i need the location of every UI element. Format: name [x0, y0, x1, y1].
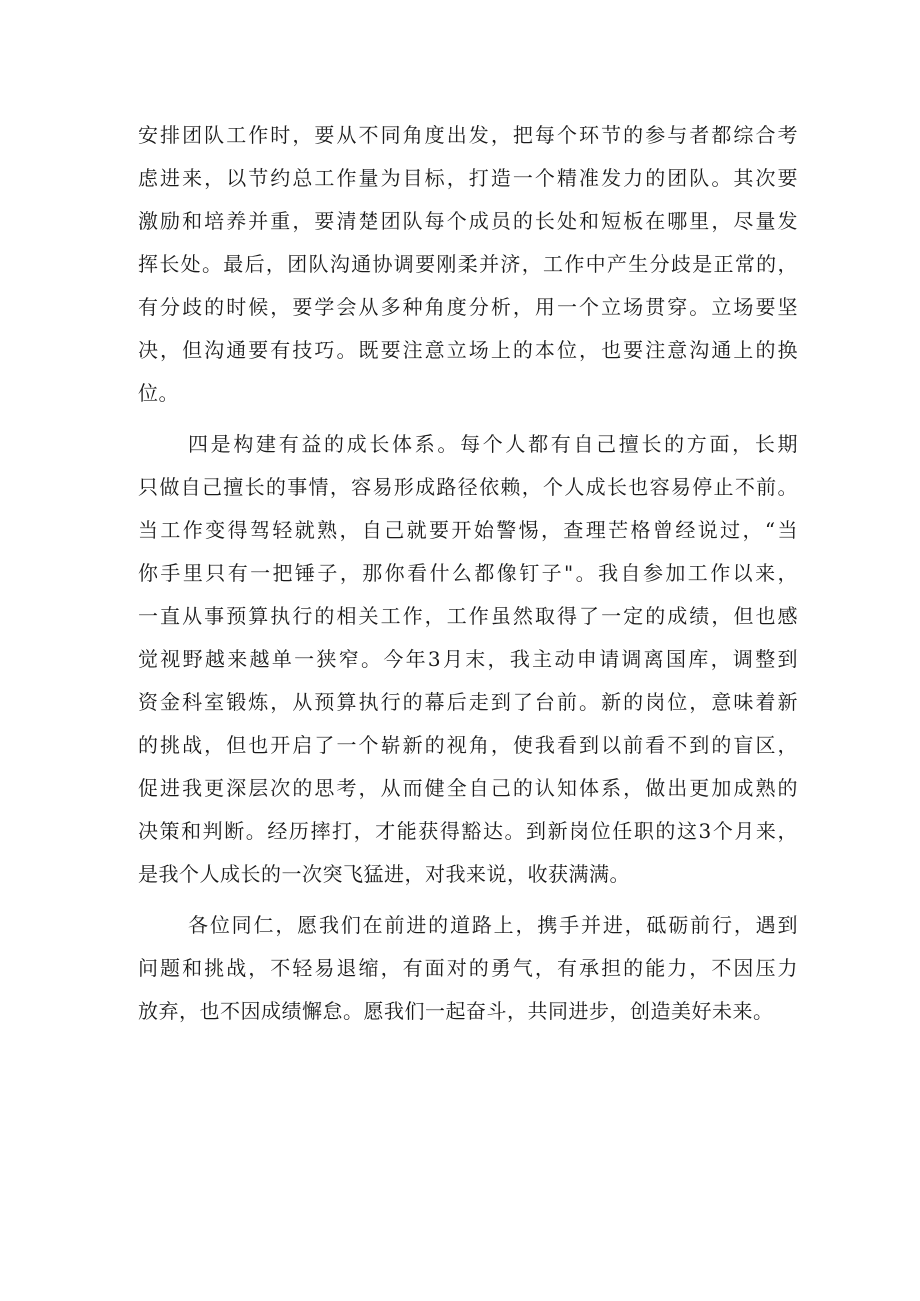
text-line: 促进我更深层次的思考，从而健全自己的认知体系，做出更加成熟的: [138, 776, 798, 800]
text-line: 放弃，也不因成绩懈怠。愿我们一起奋斗，共同进步，创造美好未来。: [138, 999, 774, 1023]
text-line: 只做自己擅长的事情，容易形成路径依赖，个人成长也容易停止不前。: [138, 475, 798, 499]
text-line: 激励和培养并重，要清楚团队每个成员的长处和短板在哪里，尽量发: [138, 209, 798, 233]
text-line: 虑进来，以节约总工作量为目标，打造一个精准发力的团队。其次要: [138, 166, 798, 190]
text-line: 位。: [138, 381, 179, 405]
text-line: 一直从事预算执行的相关工作，工作虽然取得了一定的成绩，但也感: [138, 604, 798, 628]
text-line: 资金科室锻炼，从预算执行的幕后走到了台前。新的岗位，意味着新: [138, 690, 798, 714]
text-line: 决，但沟通要有技巧。既要注意立场上的本位，也要注意沟通上的换: [138, 338, 798, 362]
paragraph-spacer: [138, 415, 798, 423]
paragraph-spacer: [138, 896, 798, 904]
text-line: 问题和挑战，不轻易退缩，有面对的勇气，有承担的能力，不因压力: [138, 956, 798, 980]
text-line: 安排团队工作时，要从不同角度出发，把每个环节的参与者都综合考: [138, 123, 798, 147]
document-body: [138, 114, 798, 1033]
paragraph-team-work: [138, 114, 798, 415]
text-line: 觉视野越来越单一狭窄。今年3月末，我主动申请调离国库，调整到: [138, 647, 798, 671]
text-line: 的挑战，但也开启了一个崭新的视角，使我看到以前看不到的盲区，: [138, 733, 798, 757]
text-line: 当工作变得驾轻就熟，自己就要开始警惕，查理芒格曾经说过，“当: [138, 518, 798, 542]
text-line: 四是构建有益的成长体系。每个人都有自己擅长的方面，长期: [188, 432, 798, 456]
text-line: 是我个人成长的一次突飞猛进，对我来说，收获满满。: [138, 862, 630, 886]
text-line: 各位同仁，愿我们在前进的道路上，携手并进，砥砺前行，遇到: [188, 913, 798, 937]
text-line: 有分歧的时候，要学会从多种角度分析，用一个立场贯穿。立场要坚: [138, 295, 798, 319]
text-line: 你手里只有一把锤子，那你看什么都像钉子"。我自参加工作以来，: [138, 561, 798, 585]
paragraph-growth-system: [138, 423, 798, 896]
text-line: 挥长处。最后，团队沟通协调要刚柔并济，工作中产生分歧是正常的，: [138, 252, 798, 276]
text-line: 决策和判断。经历摔打，才能获得豁达。到新岗位任职的这3个月来，: [138, 819, 798, 843]
paragraph-closing: [138, 904, 798, 1033]
